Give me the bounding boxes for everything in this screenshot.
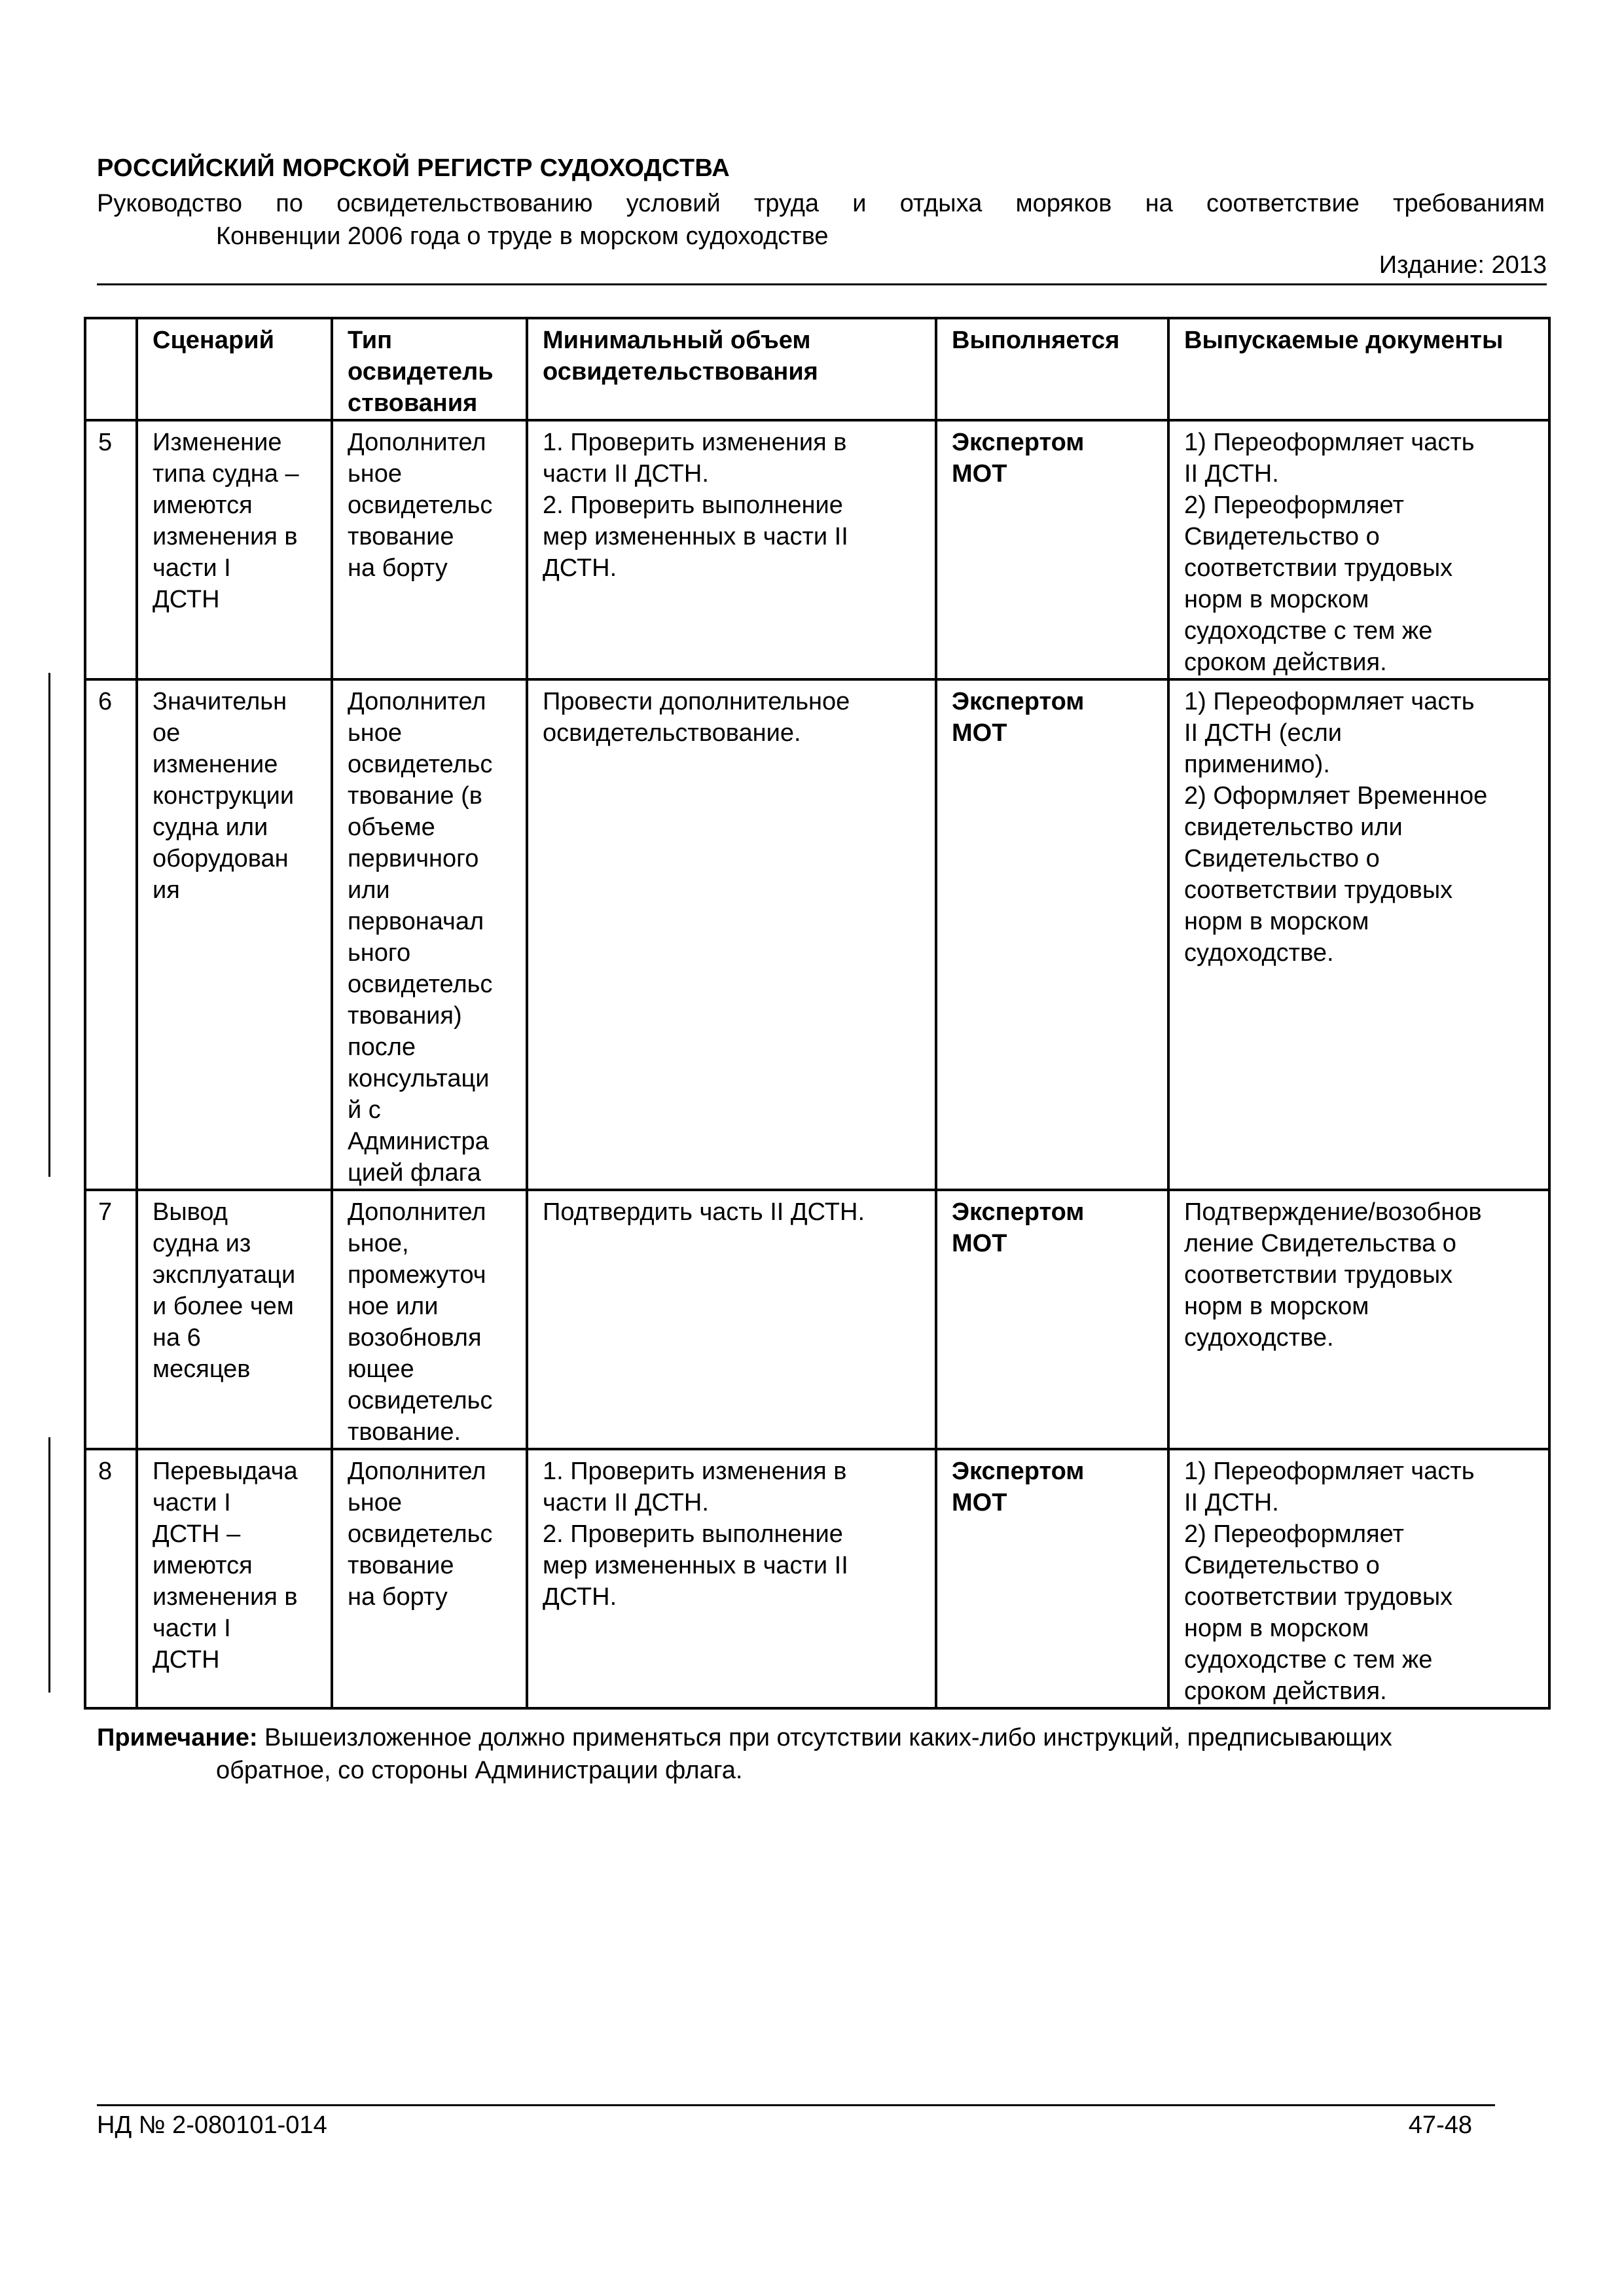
cell-line: возобновля [348,1324,482,1352]
cell-line: мер измененных в части II [543,523,848,550]
cell-line: Свидетельство о [1184,845,1380,872]
cell-scenario [137,420,332,679]
cell-line: и более чем [153,1293,294,1320]
cell-line: части I [153,1489,231,1516]
cell-line: изменения в [153,1583,298,1611]
header-cell-documents: Выпускаемые документы [1168,318,1549,420]
cell-line: соответствии трудовых [1184,554,1453,582]
cell-line: или [348,876,390,904]
cell-line: ое [153,719,181,747]
cell-line: Свидетельство о [1184,1552,1380,1579]
cell-line: на борту [348,554,448,582]
cell-documents [1168,420,1549,679]
cell-line: освидетельс [348,971,493,998]
cell-line: ДСТН. [543,554,617,582]
cell-line: оборудован [153,845,289,872]
cell-line: сроком действия. [1184,1677,1387,1705]
cell-line: мер измененных в части II [543,1552,848,1579]
cell-line: ление Свидетельства о [1184,1230,1456,1257]
cell-line: части II ДСТН. [543,460,709,488]
cell-line: ющее [348,1355,414,1383]
cell-scenario [137,1190,332,1449]
cell-line: ДСТН – [153,1520,241,1548]
cell-line: МОТ [952,1489,1007,1516]
cell-line: 2) Оформляет Временное [1184,782,1488,810]
cell-number: 7 [85,1190,137,1449]
header-cell-number [85,318,137,420]
cell-documents [1168,679,1549,1190]
cell-line: Экспертом [952,429,1085,456]
header-divider [97,283,1547,285]
edition-label: Издание: 2013 [1379,251,1547,279]
cell-documents [1168,1190,1549,1449]
cell-line: ное или [348,1293,439,1320]
cell-scenario [137,679,332,1190]
cell-line: соответствии трудовых [1184,876,1453,904]
cell-line: сроком действия. [1184,649,1387,676]
cell-line: судоходстве с тем же [1184,617,1433,645]
cell-line: соответствии трудовых [1184,1261,1453,1289]
cell-line: Дополнител [348,688,486,715]
cell-line: 2. Проверить выполнение [543,1520,843,1548]
cell-line: судоходстве. [1184,1324,1334,1352]
organization-title: РОССИЙСКИЙ МОРСКОЙ РЕГИСТР СУДОХОДСТВА [97,154,730,182]
cell-line: ДСТН [153,586,220,613]
note-label: Примечание: [97,1724,258,1751]
cell-line: 2) Переоформляет [1184,492,1404,519]
page-number: 47-48 [1408,2111,1472,2139]
cell-line: после [348,1033,416,1061]
cell-line: судоходстве с тем же [1184,1646,1433,1674]
cell-line: норм в морском [1184,586,1369,613]
cell-line: II ДСТН. [1184,460,1279,488]
cell-line: Изменение [153,429,282,456]
cell-line: II ДСТН. [1184,1489,1279,1516]
cell-line: Экспертом [952,1458,1085,1485]
cell-survey-type [332,1449,527,1708]
cell-line: освидетельс [348,492,493,519]
cell-performer [936,679,1168,1190]
cell-line: изменения в [153,523,298,550]
footer-divider [97,2104,1495,2106]
cell-line: ьное [348,460,403,488]
cell-line: консультаци [348,1065,490,1092]
cell-scenario [137,1449,332,1708]
cell-line: имеются [153,1552,253,1579]
cell-line: МОТ [952,719,1007,747]
cell-line: первоначал [348,908,484,935]
table-row [85,1449,1549,1708]
cell-line: твование. [348,1418,461,1446]
cell-line: Подтвердить часть II ДСТН. [543,1198,865,1226]
cell-line: Вывод [153,1198,228,1226]
cell-line: Дополнител [348,1458,486,1485]
cell-line: Дополнител [348,429,486,456]
note-text-line1: Вышеизложенное должно применяться при отсутствии каких-либо инструкций, предписывающих [257,1724,1392,1751]
cell-line: 2) Переоформляет [1184,1520,1404,1548]
cell-line: освидетельс [348,751,493,778]
cell-line: твование [348,523,454,550]
cell-line: конструкции [153,782,295,810]
cell-line: II ДСТН (если [1184,719,1342,747]
cell-line: норм в морском [1184,908,1369,935]
cell-performer [936,1190,1168,1449]
cell-line: освидетельс [348,1387,493,1414]
cell-line: имеются [153,492,253,519]
cell-line: норм в морском [1184,1615,1369,1642]
cell-line: твование (в [348,782,482,810]
cell-min-scope [527,1190,936,1449]
cell-line: типа судна – [153,460,299,488]
cell-line: Экспертом [952,1198,1085,1226]
note-text-line2: обратное, со стороны Администрации флага. [216,1757,743,1784]
cell-line: ьное, [348,1230,409,1257]
cell-line: свидетельство или [1184,814,1403,841]
cell-line: ДСТН. [543,1583,617,1611]
cell-number: 5 [85,420,137,679]
document-subtitle-line2: Конвенции 2006 года о труде в морском судоходстве [216,223,829,250]
cell-line: изменение [153,751,278,778]
header-cell-performer: Выполняется [936,318,1168,420]
document-subtitle-line1: Руководство по освидетельствованию условий труда и отдыха моряков на соответствие требованиям [97,190,1545,217]
cell-line: Значительн [153,688,287,715]
cell-performer [936,420,1168,679]
cell-line: Администра [348,1128,489,1155]
cell-line: цией флага [348,1159,481,1187]
cell-line: й с [348,1096,381,1124]
cell-line: на 6 [153,1324,201,1352]
table-row [85,679,1549,1190]
cell-line: эксплуатаци [153,1261,296,1289]
cell-line: ия [153,876,180,904]
revision-change-bar [48,1437,50,1693]
cell-line: первичного [348,845,479,872]
cell-line: 1. Проверить изменения в [543,429,847,456]
header-cell-scenario: Сценарий [137,318,332,420]
cell-line: Дополнител [348,1198,486,1226]
cell-line: ьного [348,939,411,967]
cell-line: Провести дополнительное [543,688,850,715]
cell-line: твование [348,1552,454,1579]
cell-survey-type [332,420,527,679]
cell-min-scope [527,679,936,1190]
cell-line: МОТ [952,1230,1007,1257]
cell-line: Подтверждение/возобнов [1184,1198,1482,1226]
cell-line: судна из [153,1230,251,1257]
cell-line: на борту [348,1583,448,1611]
cell-performer [936,1449,1168,1708]
cell-number: 8 [85,1449,137,1708]
cell-min-scope [527,1449,936,1708]
cell-line: ьное [348,719,403,747]
cell-line: МОТ [952,460,1007,488]
table-header-row [85,318,1549,420]
cell-line: промежуточ [348,1261,486,1289]
cell-line: Свидетельство о [1184,523,1380,550]
cell-line: судна или [153,814,268,841]
cell-line: освидетельс [348,1520,493,1548]
cell-line: ДСТН [153,1646,220,1674]
cell-line: применимо). [1184,751,1330,778]
revision-change-bar [48,673,50,1177]
cell-line: Перевыдача [153,1458,298,1485]
cell-line: месяцев [153,1355,251,1383]
note-paragraph [97,1721,1547,1754]
cell-line: судоходстве. [1184,939,1334,967]
cell-line: норм в морском [1184,1293,1369,1320]
cell-survey-type [332,679,527,1190]
cell-line: части I [153,1615,231,1642]
cell-line: части II ДСТН. [543,1489,709,1516]
table-row [85,1190,1549,1449]
cell-line: 1) Переоформляет часть [1184,429,1475,456]
table-row [85,420,1549,679]
cell-line: твования) [348,1002,462,1030]
cell-line: части I [153,554,231,582]
cell-line: 1) Переоформляет часть [1184,1458,1475,1485]
cell-min-scope [527,420,936,679]
survey-scenarios-table [84,317,1551,1710]
cell-number: 6 [85,679,137,1190]
cell-line: освидетельствование. [543,719,801,747]
cell-line: объеме [348,814,435,841]
header-cell-min-scope: Минимальный объем освидетельствования [527,318,936,420]
cell-line: 1) Переоформляет часть [1184,688,1475,715]
document-number: НД № 2-080101-014 [97,2111,327,2139]
cell-line: 1. Проверить изменения в [543,1458,847,1485]
cell-documents [1168,1449,1549,1708]
cell-survey-type [332,1190,527,1449]
cell-line: 2. Проверить выполнение [543,492,843,519]
cell-line: ьное [348,1489,403,1516]
cell-line: соответствии трудовых [1184,1583,1453,1611]
cell-line: Экспертом [952,688,1085,715]
header-cell-survey-type: Тип освидетель ствования [332,318,527,420]
